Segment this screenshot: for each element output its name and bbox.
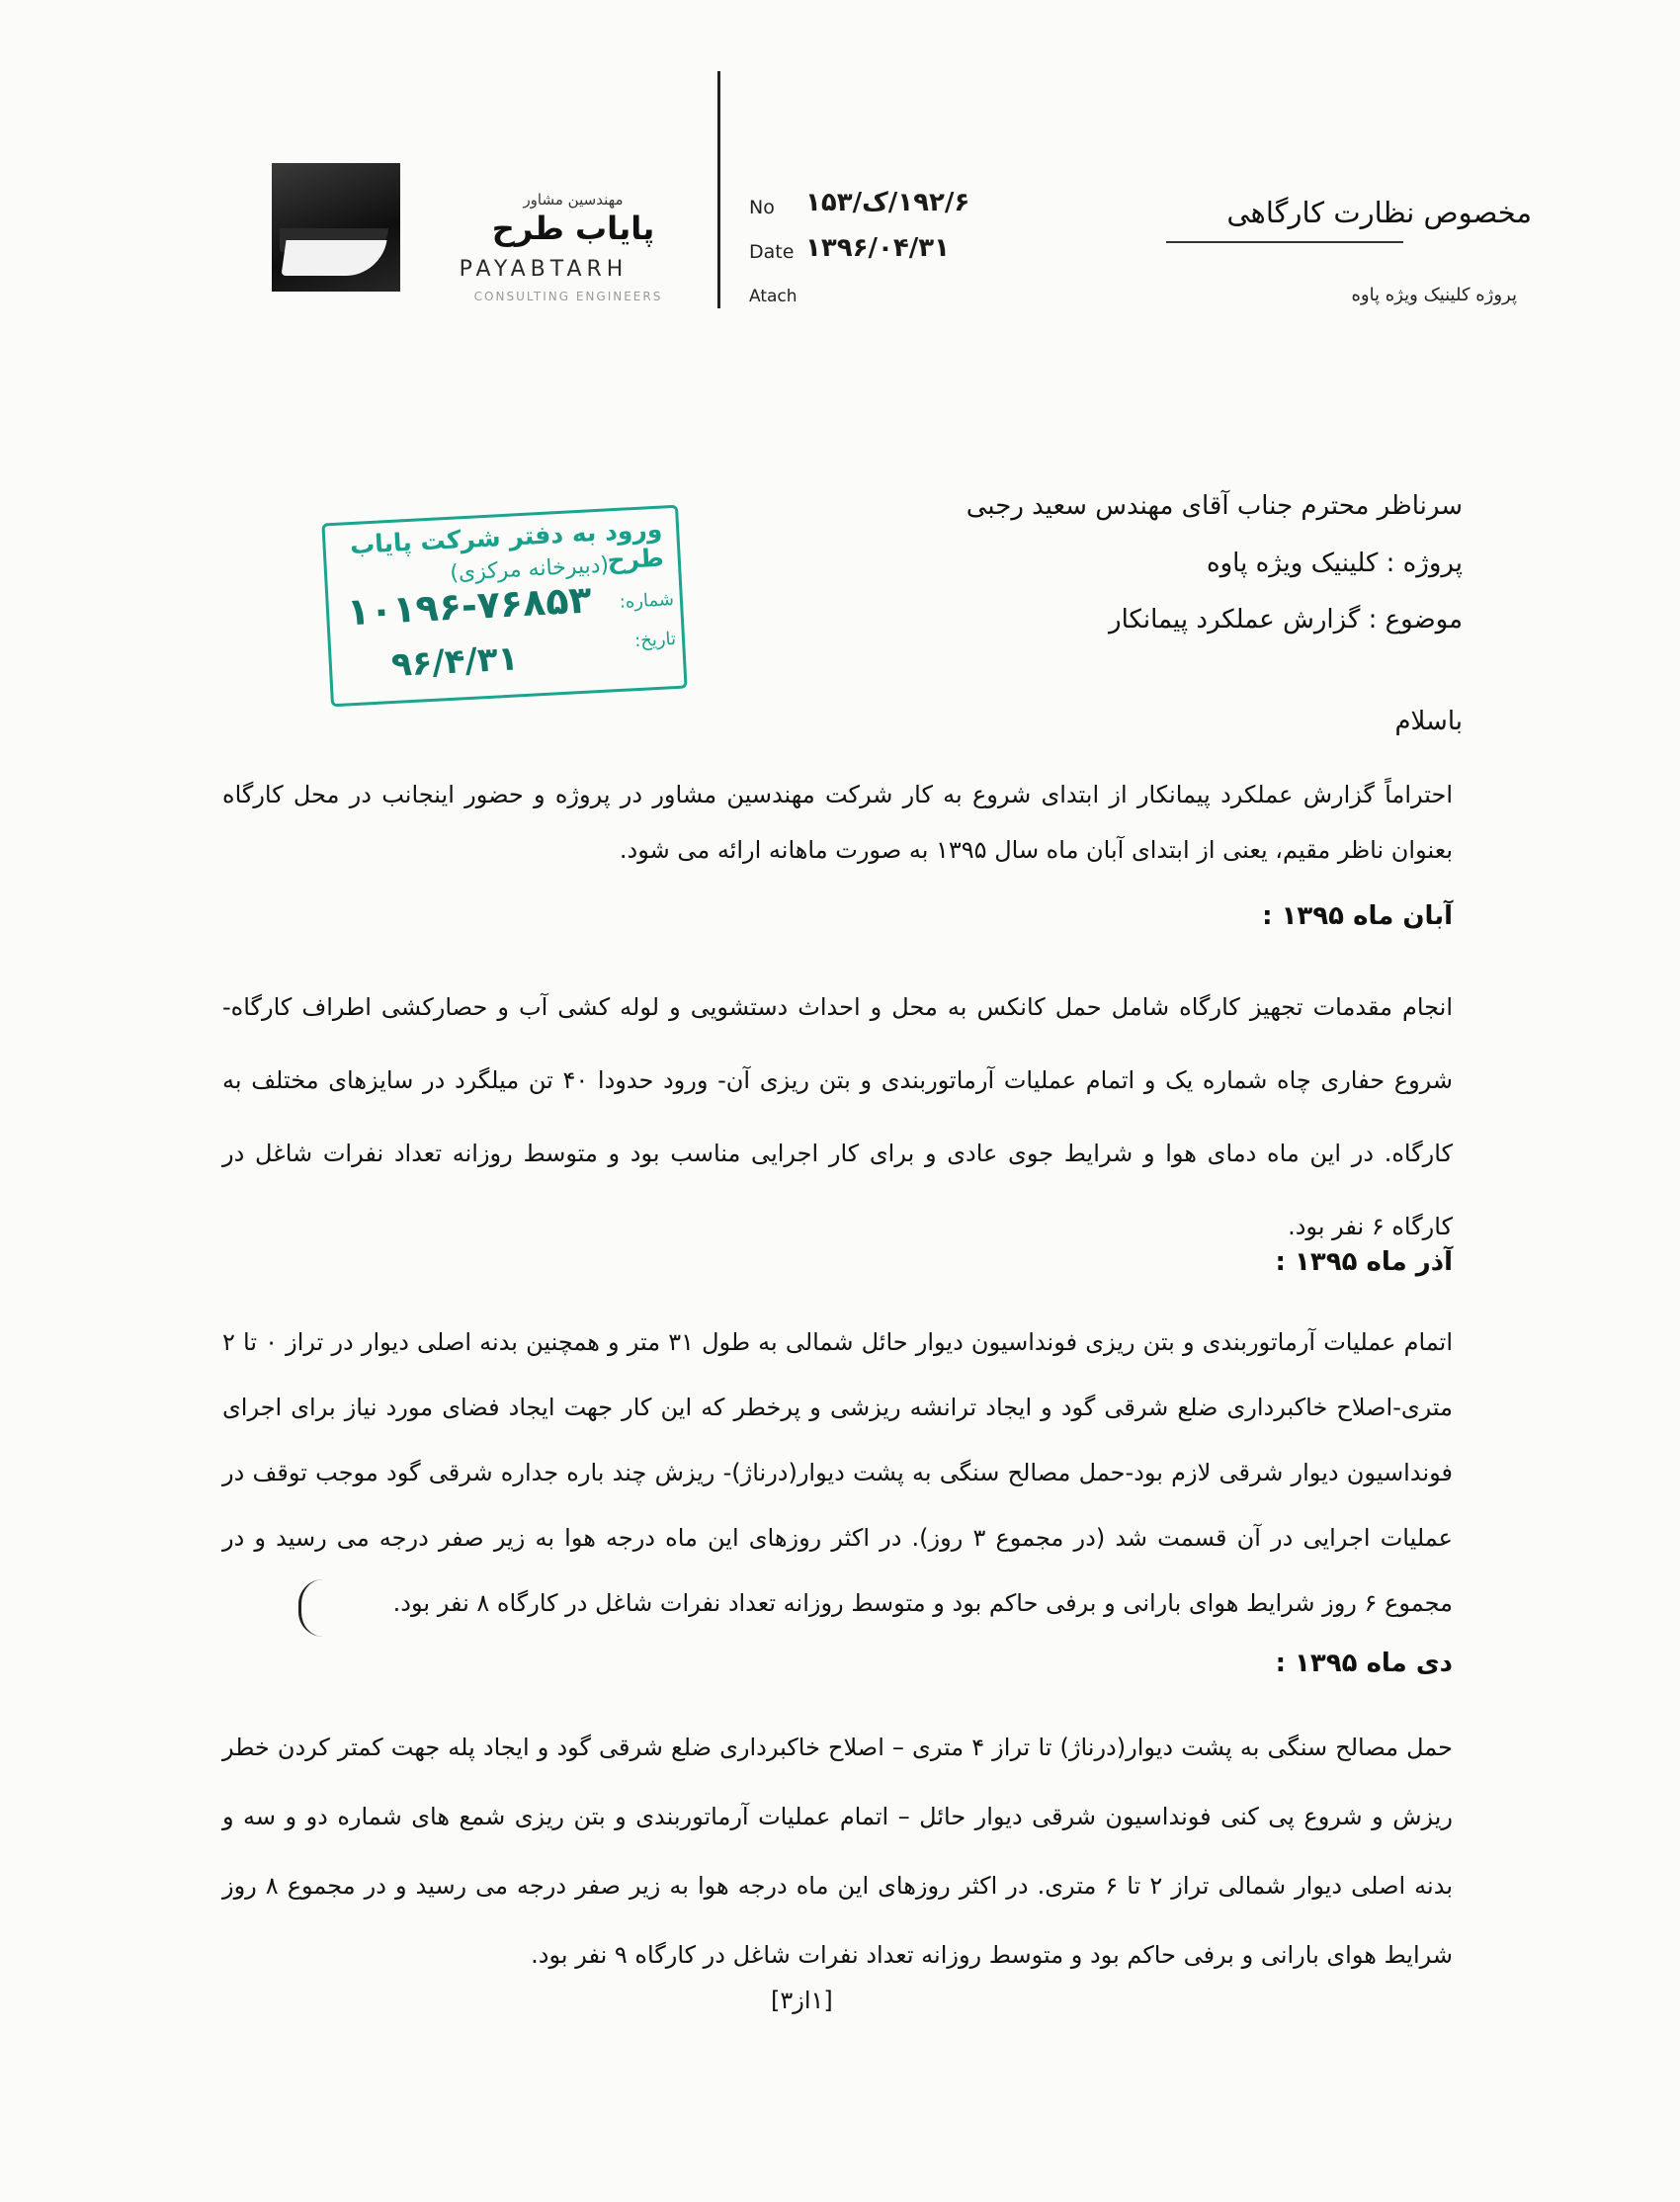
section-heading-dey: دی ماه ۱۳۹۵ : bbox=[1275, 1649, 1453, 1678]
greeting: باسلام bbox=[1394, 707, 1463, 736]
letter-attach-label: Atach bbox=[749, 287, 798, 306]
section-text-azar: اتمام عملیات آرماتوربندی و بتن ریزی فونداسیون دیوار حائل شمالی به طول ۳۱ متر و همچنین بدنه اصلی دیوار در تراز ۰ تا ۲ متری-اصلاح خاکبرداری ضلع شرقی گود و ایجاد ترانشه ریزشی و پرخطر که این کار جهت ایجاد فضای مورد نیاز برای اجرای فونداسیون دیوار شرقی لازم بود-حمل مصالح سنگی به پشت دیوار(درناژ)- ریزش چند باره جداره شرقی گود موجب توقف در عملیات اجرایی در آن قسمت شد (در مجموع ۳ روز). در اکثر روزهای این ماه درجه هوا به زیر صفر درجه می رسید و در مجموع ۶ روز شرایط هوای بارانی و برفی حاکم بود و متوسط روزانه تعداد نفرات شاغل در کارگاه ۸ نفر بود. bbox=[222, 1328, 1453, 1617]
intro-paragraph: احتراماً گزارش عملکرد پیمانکار از ابتدای شروع به کار شرکت مهندسین مشاور در پروژه و حضور اینجانب در محل کارگاه بعنوان ناظر مقیم، یعنی از ابتدای آبان ماه سال ۱۳۹۵ به صورت ماهانه ارائه می شود. bbox=[222, 781, 1453, 864]
letter-date-label: Date bbox=[749, 241, 795, 263]
subject-line: موضوع : گزارش عملکرد پیمانکار bbox=[1109, 605, 1463, 635]
section-heading-aban: آبان ماه ۱۳۹۵ : bbox=[1262, 901, 1453, 931]
project-line: پروژه : کلینیک ویژه پاوه bbox=[1206, 549, 1463, 578]
stamp-subtitle: (دبیرخانه مرکزی) bbox=[449, 552, 610, 586]
stamp-title: ورود به دفتر شرکت پایاب طرح bbox=[349, 514, 665, 575]
confidential-underline bbox=[1166, 241, 1403, 243]
stamp-number-value: ۱۰۱۹۶-۷۶۸۵۳ bbox=[345, 577, 593, 635]
stamp-date-label: تاریخ: bbox=[633, 628, 677, 652]
letter-number-value: ۱۹۲/۶/ک/۱۵۳ bbox=[805, 188, 970, 217]
logo-subtitle-en: CONSULTING ENGINEERS bbox=[473, 290, 663, 303]
section-text-aban: انجام مقدمات تجهیز کارگاه شامل حمل کانکس به محل و احداث دستشویی و لوله کشی آب و حصارکشی اطراف کارگاه- شروع حفاری چاه شماره یک و اتمام عملیات آرماتوربندی و بتن ریزی آن- ورود حدودا ۴۰ تن میلگرد در سایزهای مختلف به کارگاه. در این ماه دمای هوا و شرایط جوی عادی و برای کار اجرایی مناسب بود و متوسط روزانه تعداد نفرات شاغل در کارگاه ۶ نفر بود. bbox=[222, 993, 1454, 1240]
logo-subtitle-fa: مهندسین مشاور bbox=[523, 191, 624, 209]
company-logo-icon bbox=[272, 163, 400, 292]
letter-number-label: No bbox=[749, 197, 775, 218]
stamp-number-label: شماره: bbox=[619, 589, 675, 613]
section-heading-azar: آذر ماه ۱۳۹۵ : bbox=[1275, 1247, 1453, 1277]
page-number: [۱از۳] bbox=[771, 1987, 833, 2014]
section-text-dey: حمل مصالح سنگی به پشت دیوار(درناژ) تا تراز ۴ متری – اصلاح خاکبرداری ضلع شرقی گود و ایجاد پله جهت کمتر کردن خطر ریزش و شروع پی کنی فونداسیون شرقی دیوار حائل – اتمام عملیات آرماتوربندی و بتن ریزی شمع های شماره دو و سه و بدنه اصلی دیوار شمالی تراز ۲ تا ۶ متری. در اکثر روزهای این ماه درجه هوا به زیر صفر درجه می رسید و در مجموع ۸ روز شرایط هوای بارانی و برفی حاکم بود و متوسط روزانه تعداد نفرات شاغل در کارگاه ۹ نفر بود. bbox=[222, 1734, 1453, 1969]
stamp-date-value: ۹۶/۴/۳۱ bbox=[389, 638, 520, 686]
header-project: پروژه کلینیک ویژه پاوه bbox=[1351, 285, 1517, 305]
logo-name-en: PAYABTARH bbox=[459, 257, 629, 282]
logo-name-fa: پایاب طرح bbox=[491, 210, 655, 247]
registration-stamp bbox=[321, 505, 687, 708]
addressee: سرناظر محترم جناب آقای مهندس سعید رجبی bbox=[966, 491, 1463, 521]
letter-date-value: ۱۳۹۶/۰۴/۳۱ bbox=[805, 233, 950, 263]
confidential-heading: مخصوص نظارت کارگاهی bbox=[1226, 196, 1532, 229]
header-divider bbox=[717, 71, 720, 308]
